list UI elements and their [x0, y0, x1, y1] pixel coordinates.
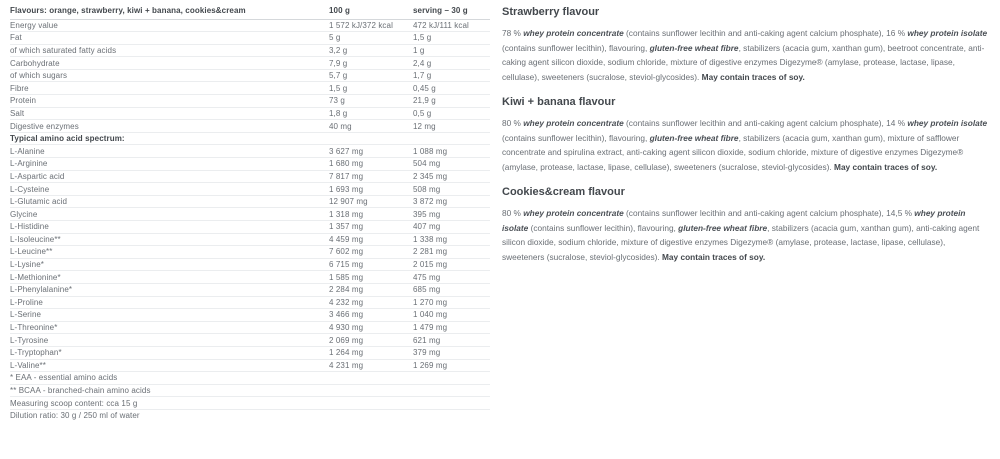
table-row — [10, 208, 490, 221]
table-row — [10, 296, 490, 309]
value-per-100g: 3,2 g — [329, 44, 413, 57]
row-label: Protein — [10, 95, 329, 108]
row-label: Typical amino acid spectrum: — [10, 132, 329, 145]
column-header-100g: 100 g — [329, 0, 413, 19]
value-per-serving: 12 mg — [413, 120, 490, 133]
row-label: Carbohydrate — [10, 57, 329, 70]
table-row — [10, 44, 490, 57]
value-per-100g: 1 693 mg — [329, 183, 413, 196]
footnote-text: Dilution ratio: 30 g / 250 ml of water — [10, 411, 140, 421]
row-label: L-Proline — [10, 296, 329, 309]
ingredient-emphasis: May contain traces of soy. — [834, 161, 938, 172]
table-row — [10, 183, 490, 196]
ingredient-emphasis: whey protein concentrate — [523, 208, 624, 218]
table-row — [10, 233, 490, 246]
value-per-serving: 472 kJ/111 kcal — [413, 19, 490, 32]
value-per-100g: 2 284 mg — [329, 283, 413, 296]
value-per-100g: 1 318 mg — [329, 208, 413, 221]
flavour-section-title: Strawberry flavour — [502, 6, 600, 18]
value-per-serving: 1 g — [413, 44, 490, 57]
value-per-serving: 1 040 mg — [413, 309, 490, 322]
ingredient-emphasis: gluten-free wheat fibre — [649, 132, 739, 143]
table-row — [10, 158, 490, 171]
flavour-ingredients-paragraph — [502, 206, 989, 264]
value-per-serving: 685 mg — [413, 283, 490, 296]
ingredients-panel — [502, 0, 989, 264]
table-row — [10, 195, 490, 208]
value-per-serving: 21,9 g — [413, 95, 490, 108]
ingredient-emphasis: whey protein isolate — [502, 208, 966, 233]
table-row — [10, 107, 490, 120]
row-label: L-Cysteine — [10, 183, 329, 196]
table-row — [10, 221, 490, 234]
table-row — [10, 334, 490, 347]
row-label: Fibre — [10, 82, 329, 95]
table-row — [10, 271, 490, 284]
value-per-serving: 0,45 g — [413, 82, 490, 95]
value-per-serving: 3 872 mg — [413, 195, 490, 208]
table-row — [10, 258, 490, 271]
ingredient-text: 78 % — [502, 28, 524, 38]
value-per-100g: 6 715 mg — [329, 258, 413, 271]
ingredient-emphasis: whey protein concentrate — [523, 118, 624, 128]
value-per-serving: 508 mg — [413, 183, 490, 196]
flavour-ingredients-paragraph — [502, 26, 989, 84]
value-per-100g: 4 930 mg — [329, 321, 413, 334]
row-label: L-Serine — [10, 309, 329, 322]
table-row — [10, 170, 490, 183]
ingredient-emphasis: May contain traces of soy. — [662, 251, 766, 262]
flavour-section-title: Cookies&cream flavour — [502, 186, 625, 198]
table-row — [10, 32, 490, 45]
value-per-100g: 7 602 mg — [329, 246, 413, 259]
table-footnote-row — [10, 397, 490, 410]
value-per-serving — [413, 132, 490, 145]
table-row — [10, 19, 490, 32]
ingredient-text: , stabilizers (acacia gum, xanthan gum), anti-caking agent silicon dioxide, sodium chloride, mixture of digestive enzymes Digezyme® (amylase, protease, lactase, lipase, cellulase), sweeteners (sucralose, steviol-glycosides). — [502, 222, 980, 262]
row-label: L-Tyrosine — [10, 334, 329, 347]
value-per-serving: 475 mg — [413, 271, 490, 284]
value-per-100g: 3 466 mg — [329, 309, 413, 322]
row-label: Digestive enzymes — [10, 120, 329, 133]
row-label: L-Methionine* — [10, 271, 329, 284]
flavour-ingredients-paragraph — [502, 116, 989, 174]
value-per-100g: 7 817 mg — [329, 170, 413, 183]
flavours-header: Flavours: orange, strawberry, kiwi + banana, cookies&cream — [10, 0, 329, 19]
ingredient-text: 80 % — [502, 208, 524, 218]
value-per-serving: 2,4 g — [413, 57, 490, 70]
value-per-serving: 407 mg — [413, 221, 490, 234]
value-per-serving: 1 479 mg — [413, 321, 490, 334]
row-label: L-Leucine** — [10, 246, 329, 259]
table-footnote-row — [10, 384, 490, 397]
ingredient-text: 80 % — [502, 118, 524, 128]
row-label: Energy value — [10, 19, 329, 32]
value-per-100g: 1,8 g — [329, 107, 413, 120]
column-header-serving: serving – 30 g — [413, 0, 490, 19]
nutrition-table — [10, 0, 490, 422]
table-row — [10, 346, 490, 359]
value-per-serving: 621 mg — [413, 334, 490, 347]
row-label: of which sugars — [10, 69, 329, 82]
table-row — [10, 246, 490, 259]
table-row — [10, 359, 490, 372]
value-per-serving: 2 281 mg — [413, 246, 490, 259]
table-footnote-row — [10, 372, 490, 385]
ingredient-text: (contains sunflower lecithin and anti-caking agent calcium phosphate), 14,5 % — [623, 208, 915, 218]
row-label: Glycine — [10, 208, 329, 221]
value-per-100g: 1 572 kJ/372 kcal — [329, 19, 413, 32]
value-per-serving: 1 088 mg — [413, 145, 490, 158]
value-per-serving: 1,7 g — [413, 69, 490, 82]
row-label: L-Histidine — [10, 221, 329, 234]
row-label: L-Tryptophan* — [10, 346, 329, 359]
row-label: of which saturated fatty acids — [10, 44, 329, 57]
footnote-text: ** BCAA - branched-chain amino acids — [10, 384, 490, 397]
table-row — [10, 120, 490, 133]
footnote-text: Measuring scoop content: cca 15 g — [10, 397, 490, 410]
value-per-serving: 395 mg — [413, 208, 490, 221]
value-per-100g: 4 459 mg — [329, 233, 413, 246]
value-per-serving: 379 mg — [413, 346, 490, 359]
value-per-serving: 504 mg — [413, 158, 490, 171]
value-per-serving: 2 015 mg — [413, 258, 490, 271]
table-header-row — [10, 0, 490, 19]
value-per-100g: 1 357 mg — [329, 221, 413, 234]
value-per-serving: 1 270 mg — [413, 296, 490, 309]
ingredient-emphasis: whey protein concentrate — [523, 28, 624, 38]
value-per-100g — [329, 132, 413, 145]
row-label: L-Phenylalanine* — [10, 283, 329, 296]
value-per-100g: 3 627 mg — [329, 145, 413, 158]
table-row — [10, 57, 490, 70]
value-per-100g: 1,5 g — [329, 82, 413, 95]
value-per-100g: 7,9 g — [329, 57, 413, 70]
table-row — [10, 283, 490, 296]
row-label: L-Arginine — [10, 158, 329, 171]
ingredient-emphasis: whey protein isolate — [907, 28, 988, 38]
row-label: L-Threonine* — [10, 321, 329, 334]
value-per-serving: 1,5 g — [413, 32, 490, 45]
ingredient-emphasis: May contain traces of soy. — [701, 71, 805, 82]
table-row — [10, 145, 490, 158]
value-per-100g: 73 g — [329, 95, 413, 108]
value-per-100g: 1 680 mg — [329, 158, 413, 171]
ingredient-text: , stabilizers (acacia gum, xanthan gum), beetroot concentrate, anti-caking agent silicon dioxide, sodium chloride, mixture of digestive enzymes Digezyme® (amylase, protease, lactase, lipase, cellulase), sweeteners (sucralose, steviol-glycosides). — [502, 42, 985, 82]
flavour-section-title: Kiwi + banana flavour — [502, 96, 616, 108]
ingredient-text: (contains sunflower lecithin), flavouring, — [502, 42, 650, 53]
value-per-100g: 4 231 mg — [329, 359, 413, 372]
ingredient-text: (contains sunflower lecithin), flavouring, — [528, 222, 679, 233]
value-per-100g: 40 mg — [329, 120, 413, 133]
row-label: L-Lysine* — [10, 258, 329, 271]
value-per-100g: 1 264 mg — [329, 346, 413, 359]
ingredient-text: (contains sunflower lecithin and anti-caking agent calcium phosphate), 16 % — [623, 28, 908, 38]
ingredient-text: , stabilizers (acacia gum, xanthan gum), mixture of safflower concentrate and spirulina extract, anti-caking agent silicon dioxide, sodium chloride, mixture of digestive enzymes Digezyme® (amylase, protease, lactase, lipase, cellulase), sweeteners (sucralose, steviol-glycosides). — [502, 132, 964, 172]
value-per-serving: 2 345 mg — [413, 170, 490, 183]
row-label: Fat — [10, 32, 329, 45]
value-per-100g: 5 g — [329, 32, 413, 45]
table-row — [10, 69, 490, 82]
ingredient-emphasis: gluten-free wheat fibre — [649, 42, 739, 53]
value-per-100g: 5,7 g — [329, 69, 413, 82]
table-footnote-row — [10, 409, 490, 422]
value-per-100g: 2 069 mg — [329, 334, 413, 347]
row-label: L-Valine** — [10, 359, 329, 372]
ingredient-emphasis: whey protein isolate — [907, 118, 988, 128]
value-per-serving: 1 338 mg — [413, 233, 490, 246]
value-per-100g: 1 585 mg — [329, 271, 413, 284]
ingredient-emphasis: gluten-free wheat fibre — [678, 222, 768, 233]
value-per-100g: 4 232 mg — [329, 296, 413, 309]
value-per-100g: 12 907 mg — [329, 195, 413, 208]
row-label: L-Isoleucine** — [10, 233, 329, 246]
table-row — [10, 82, 490, 95]
row-label: L-Alanine — [10, 145, 329, 158]
value-per-serving: 1 269 mg — [413, 359, 490, 372]
table-row — [10, 309, 490, 322]
row-label: L-Glutamic acid — [10, 195, 329, 208]
table-row — [10, 321, 490, 334]
value-per-serving: 0,5 g — [413, 107, 490, 120]
ingredient-text: (contains sunflower lecithin and anti-caking agent calcium phosphate), 14 % — [623, 118, 908, 128]
footnote-text: * EAA - essential amino acids — [10, 372, 490, 385]
row-label: Salt — [10, 107, 329, 120]
table-row — [10, 95, 490, 108]
table-section-row — [10, 132, 490, 145]
row-label: L-Aspartic acid — [10, 170, 329, 183]
nutrition-facts-panel — [10, 0, 490, 422]
ingredient-text: (contains sunflower lecithin), flavouring, — [502, 132, 650, 143]
